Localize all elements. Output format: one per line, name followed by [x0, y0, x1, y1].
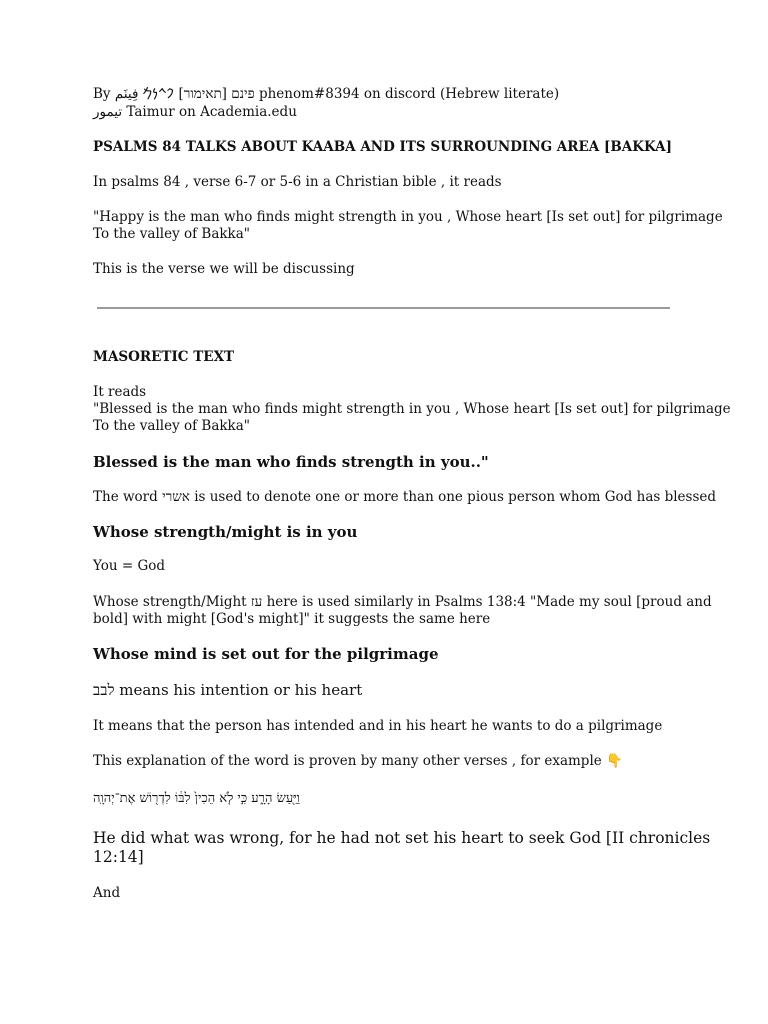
masoretic-reads: It reads	[93, 384, 147, 400]
translation-line-1: He did what was wrong, for he had not set his heart to seek God [II chronicles	[93, 829, 711, 847]
byline-line-2: تيمور Taimur on Academia.edu	[93, 104, 297, 120]
lbb-meaning: לבב means his intention or his heart	[93, 681, 363, 699]
horizontal-divider	[97, 307, 670, 309]
hebrew-verse: וַיַּ֖עַשׂ הָרָ֑ע כִּ֣י לֹ֤א הֵכִין֙ לִבּ֔וֹ לִדְר֖וֹשׁ אֶת־יְהוָֽה	[93, 791, 300, 806]
byline-line-1: By פינם [תאימור] 𐡐𐡉𐡍𐡌 فِينَم phenom#8394 on discord (Hebrew literate)	[93, 86, 560, 102]
pointing-down-icon: 👇	[606, 753, 623, 769]
document-title: PSALMS 84 TALKS ABOUT KAABA AND ITS SURROUNDING AREA [BAKKA]	[93, 139, 673, 155]
might-paragraph-line-1: Whose strength/Might עז here is used similarly in Psalms 138:4 "Made my soul [proud and	[93, 594, 712, 610]
subheading-strength: Whose strength/might is in you	[93, 523, 358, 541]
subheading-pilgrimage: Whose mind is set out for the pilgrimage	[93, 645, 439, 663]
intro-quote-line-2: To the valley of Bakka"	[93, 226, 250, 242]
intended-paragraph: It means that the person has intended and in his heart he wants to do a pilgrimage	[93, 718, 663, 734]
explanation-paragraph	[93, 753, 683, 771]
intro-discussion-note: This is the verse we will be discussing	[93, 261, 355, 277]
might-paragraph-line-2: bold] with might [God's might]" it suggests the same here	[93, 611, 491, 627]
translation-line-2: 12:14]	[93, 848, 144, 866]
intro-quote-line-1: "Happy is the man who finds might strength in you , Whose heart [Is set out] for pilgrimage	[93, 209, 723, 225]
masoretic-quote-line-2: To the valley of Bakka"	[93, 418, 250, 434]
explanation-text: This explanation of the word is proven by many other verses , for example	[93, 753, 602, 769]
word-ashrei-paragraph: The word אשרי is used to denote one or more than one pious person whom God has blessed	[93, 489, 717, 505]
and-text: And	[93, 885, 121, 901]
masoretic-heading: MASORETIC TEXT	[93, 349, 235, 365]
you-equals-god: You = God	[93, 558, 166, 574]
subheading-blessed: Blessed is the man who finds strength in you.."	[93, 453, 489, 471]
masoretic-quote-line-1: "Blessed is the man who finds might strength in you , Whose heart [Is set out] for pilgrimage	[93, 401, 731, 417]
intro-paragraph: In psalms 84 , verse 6-7 or 5-6 in a Christian bible , it reads	[93, 174, 502, 190]
